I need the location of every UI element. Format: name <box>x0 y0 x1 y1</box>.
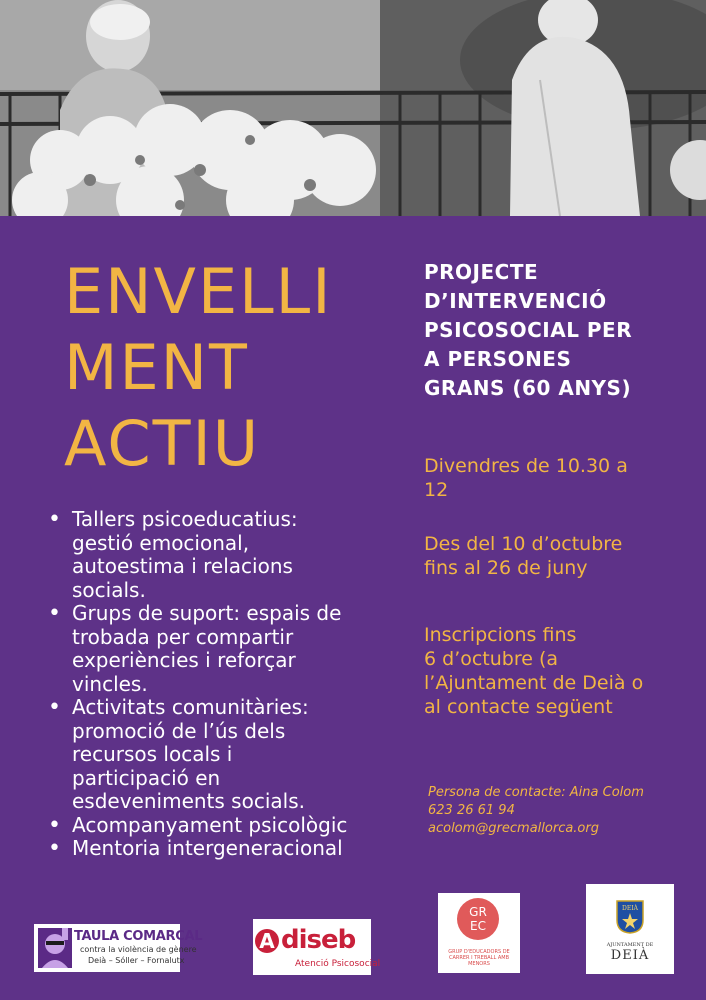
list-item-line: experiències i reforçar <box>72 648 296 672</box>
list-item <box>48 814 408 838</box>
contact-person: Persona de contacte: Aina Colom <box>428 785 644 800</box>
list-item <box>48 696 408 814</box>
adiseb-logo <box>253 919 381 975</box>
schedule-info <box>424 454 694 502</box>
ajuntament-deia-logo <box>586 884 674 974</box>
taula-comarcal-logo <box>34 924 203 972</box>
schedule-line: Divendres de 10.30 a <box>424 455 628 477</box>
subtitle-line: A PERSONES <box>424 347 572 371</box>
deia-ajuntament-label: AJUNTAMENT DE <box>606 942 654 948</box>
deia-name: DEIÀ <box>610 948 650 963</box>
title-line: MENT <box>64 331 249 404</box>
deia-shield-icon <box>616 900 644 934</box>
title-line: ACTIU <box>64 407 261 480</box>
subtitle-line: PROJECTE <box>424 260 539 284</box>
dates-line: fins al 26 de juny <box>424 557 588 579</box>
list-item-line: vincles. <box>72 671 148 696</box>
list-item-line: recursos locals i <box>72 742 233 766</box>
list-item <box>48 602 408 696</box>
subtitle-line: GRANS (60 ANYS) <box>424 376 632 400</box>
title-line: ENVELLI <box>64 255 333 328</box>
taula-title: TAULA COMARCAL <box>74 929 203 944</box>
svg-text:GR: GR <box>469 905 487 919</box>
subtitle-line: PSICOSOCIAL PER <box>424 318 633 342</box>
list-item-line: participació en <box>72 765 221 790</box>
contact-email[interactable]: acolom@grecmallorca.org <box>428 821 599 836</box>
grec-subtitle: GRUP D'EDUCADORS DE CARRER I TREBALL AMB MENORS <box>448 949 510 967</box>
dates-line: Des del 10 d’octubre <box>424 533 623 555</box>
schedule-line: 12 <box>424 479 449 501</box>
list-item-line: • Activitats comunitàries: <box>72 695 309 719</box>
dates-info <box>424 532 694 580</box>
grec-logo <box>438 893 520 973</box>
main-title <box>64 254 384 482</box>
list-item <box>48 837 408 861</box>
adiseb-name: diseb <box>281 925 356 955</box>
list-item-line: autoestima i relacions <box>72 554 293 578</box>
list-item-line: socials. <box>72 577 146 602</box>
inscriptions-line: al contacte següent <box>424 696 613 718</box>
project-subtitle <box>424 258 694 403</box>
taula-places: Deià – Sóller – Fornalutx <box>88 956 185 965</box>
contact-info <box>428 784 698 838</box>
inscriptions-line: 6 d’octubre (a <box>424 648 559 670</box>
adiseb-a-icon <box>255 925 279 957</box>
list-item-line: gestió emocional, <box>72 530 250 555</box>
svg-text:DEIÀ: DEIÀ <box>622 905 638 912</box>
svg-text:A: A <box>259 929 275 953</box>
list-item-line: promoció de l’ús dels <box>72 718 286 743</box>
svg-text:EC: EC <box>470 919 486 933</box>
inscriptions-line: l’Ajuntament de Deià o <box>424 672 644 694</box>
inscriptions-info <box>424 623 694 719</box>
list-item-line: • Grups de suport: espais de <box>72 601 342 625</box>
list-item <box>48 508 408 602</box>
woman-face-icon <box>38 928 72 968</box>
list-item-line: • Mentoria intergeneracional <box>72 836 343 860</box>
list-item-line: esdeveniments socials. <box>72 789 305 813</box>
activities-list <box>48 508 408 861</box>
taula-subtitle: contra la violència de gènere <box>80 945 197 954</box>
list-item-line: • Acompanyament psicològic <box>72 812 348 837</box>
adiseb-subtitle: Atenció Psicosocial <box>295 959 381 969</box>
contact-phone[interactable]: 623 26 61 94 <box>428 803 515 818</box>
inscriptions-line: Inscripcions fins <box>424 624 577 646</box>
header-photo <box>0 0 706 216</box>
subtitle-line: D’INTERVENCIÓ <box>424 289 607 313</box>
list-item-line: trobada per compartir <box>72 624 294 649</box>
elderly-people-photo <box>0 0 706 216</box>
list-item-line: • Tallers psicoeducatius: <box>72 507 298 531</box>
grec-circle-icon <box>456 897 500 941</box>
